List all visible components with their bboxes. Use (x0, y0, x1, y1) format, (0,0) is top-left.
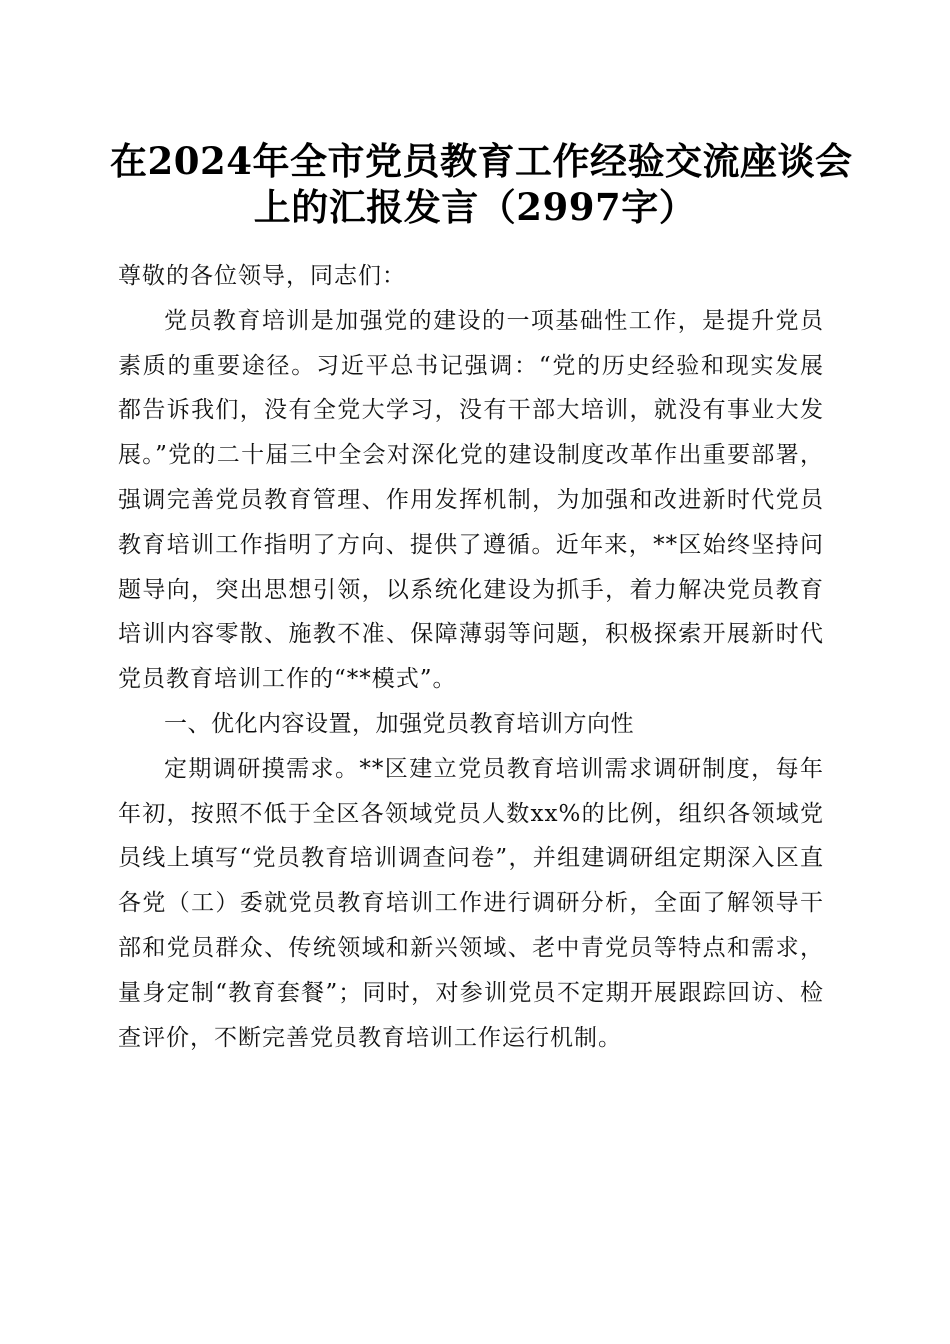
paragraph-needs-survey: 定期调研摸需求。**区建立党员教育培训需求调研制度，每年年初，按照不低于全区各领域党员人数xx%的比例，组织各领域党员线上填写“党员教育培训调查问卷”，并组建调研组定期深入区直各党（工）委就党员教育培训工作进行调研分析，全面了解领导干部和党员群众、传统领域和新兴领域、老中青党员等特点和需求，量身定制“教育套餐”；同时，对参训党员不定期开展跟踪回访、检查评价，不断完善党员教育培训工作运行机制。 (118, 755, 824, 1051)
salutation: 尊敬的各位领导，同志们： (118, 263, 406, 289)
section-heading-1: 一、优化内容设置，加强党员教育培训方向性 (164, 710, 634, 737)
document-title (110, 138, 853, 230)
title-line-1: 在2024年全市党员教育工作经验交流座谈会 (110, 139, 853, 183)
document-body (118, 254, 824, 1060)
title-line-2: 上的汇报发言（2997字） (253, 185, 697, 229)
paragraph-intro: 党员教育培训是加强党的建设的一项基础性工作，是提升党员素质的重要途径。习近平总书记强调：“党的历史经验和现实发展都告诉我们，没有全党大学习，没有干部大培训，就没有事业大发展。”党的二十届三中全会对深化党的建设制度改革作出重要部署，强调完善党员教育管理、作用发挥机制，为加强和改进新时代党员教育培训工作指明了方向、提供了遵循。近年来，**区始终坚持问题导向，突出思想引领，以系统化建设为抓手，着力解决党员教育培训内容零散、施教不准、保障薄弱等问题，积极探索开展新时代党员教育培训工作的“**模式”。 (118, 307, 824, 693)
